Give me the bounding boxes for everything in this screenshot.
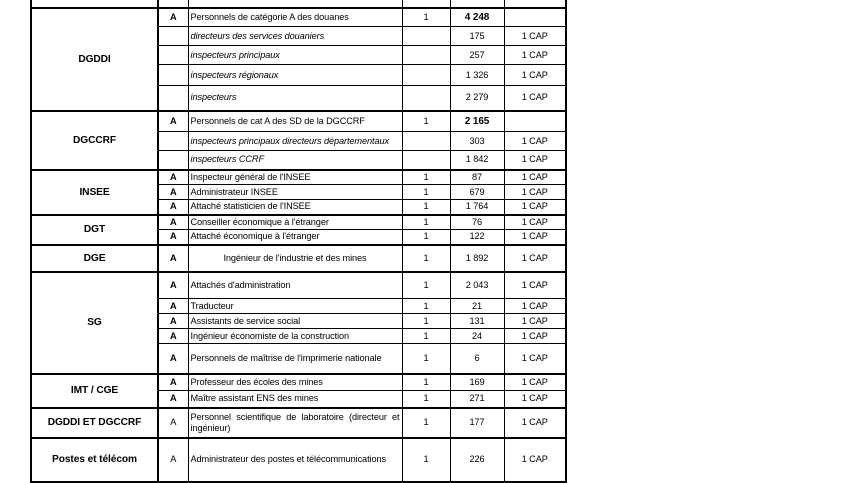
table-row [31,272,566,299]
headcount-cell [450,0,504,8]
headcount-cell: 76 [450,215,504,230]
category-cell: A [158,329,188,344]
cap-cell: 1 CAP [504,200,566,215]
cap-cell: 1 CAP [504,374,566,391]
cap-count-cell: 1 [402,185,450,200]
category-cell: A [158,230,188,245]
category-cell: A [158,438,188,482]
cap-cell: 1 CAP [504,215,566,230]
headcount-cell: 2 043 [450,272,504,299]
table-row [31,170,566,185]
cap-cell: 1 CAP [504,329,566,344]
headcount-cell: 6 [450,344,504,374]
cap-count-cell: 1 [402,200,450,215]
headcount-cell: 257 [450,46,504,65]
category-cell: A [158,344,188,374]
entity-cell: DGDDI [31,8,158,111]
corps-label: Personnels de cat A des SD de la DGCCRF [188,111,402,132]
corps-label: Professeur des écoles des mines [188,374,402,391]
table-row [31,408,566,438]
table-row [31,438,566,482]
cap-count-cell: 1 [402,245,450,272]
headcount-cell: 131 [450,314,504,329]
corps-label: Attaché statisticien de l'INSEE [188,200,402,215]
table-row [31,8,566,27]
table-row [31,111,566,132]
cap-cell [504,0,566,8]
cap-cell: 1 CAP [504,344,566,374]
headcount-cell: 24 [450,329,504,344]
corps-label: Attachés d'administration [188,272,402,299]
corps-label: Personnel scientifique de laboratoire (directeur et ingénieur) [188,408,402,438]
table-row [31,374,566,391]
headcount-cell: 21 [450,299,504,314]
corps-label: Traducteur [188,299,402,314]
cap-count-cell: 1 [402,272,450,299]
category-cell: A [158,272,188,299]
category-cell [158,86,188,111]
cap-count-cell [402,65,450,86]
category-cell: A [158,245,188,272]
entity-cell: SG [31,272,158,374]
cap-count-cell: 1 [402,344,450,374]
cap-cell: 1 CAP [504,65,566,86]
cap-cell: 1 CAP [504,170,566,185]
cap-cell: 1 CAP [504,86,566,111]
cap-cell [504,111,566,132]
cap-count-cell: 1 [402,215,450,230]
entity-cell: DGE [31,245,158,272]
entity-cell: DGT [31,215,158,245]
category-cell: A [158,314,188,329]
category-cell [158,27,188,46]
cap-count-cell: 1 [402,329,450,344]
cap-count-cell: 1 [402,299,450,314]
cap-count-cell: 1 [402,391,450,408]
entity-cell: INSEE [31,170,158,215]
category-cell: A [158,215,188,230]
category-cell: A [158,170,188,185]
corps-label: Maître assistant ENS des mines [188,391,402,408]
table-body [31,0,566,482]
cap-count-cell: 1 [402,230,450,245]
corps-label: inspecteurs CCRF [188,151,402,170]
headcount-cell: 169 [450,374,504,391]
cap-cell: 1 CAP [504,132,566,151]
category-cell: A [158,111,188,132]
headcount-cell: 177 [450,408,504,438]
category-cell: A [158,408,188,438]
headcount-cell: 1 892 [450,245,504,272]
cap-cell: 1 CAP [504,391,566,408]
headcount-cell: 87 [450,170,504,185]
entity-cell [31,0,158,8]
cap-count-cell: 1 [402,314,450,329]
cap-cell: 1 CAP [504,245,566,272]
cap-count-cell: 1 [402,374,450,391]
cap-count-cell [402,132,450,151]
corps-label: inspecteurs principaux [188,46,402,65]
cap-count-cell [402,86,450,111]
headcount-cell: 1 842 [450,151,504,170]
category-cell: A [158,185,188,200]
category-cell [158,132,188,151]
headcount-cell: 4 248 [450,8,504,27]
headcount-cell: 679 [450,185,504,200]
corps-label: directeurs des services douaniers [188,27,402,46]
cap-cell: 1 CAP [504,185,566,200]
entity-cell: DGCCRF [31,111,158,170]
category-cell: A [158,299,188,314]
cap-count-cell: 1 [402,408,450,438]
cap-count-cell: 1 [402,170,450,185]
corps-label: Inspecteur général de l'INSEE [188,170,402,185]
category-cell [158,65,188,86]
cap-cell: 1 CAP [504,151,566,170]
category-cell: A [158,8,188,27]
entity-cell: DGDDI ET DGCCRF [31,408,158,438]
cap-cell: 1 CAP [504,314,566,329]
headcount-cell: 271 [450,391,504,408]
cap-cell: 1 CAP [504,438,566,482]
headcount-cell: 2 165 [450,111,504,132]
cap-count-cell [402,46,450,65]
headcount-cell: 1 326 [450,65,504,86]
corps-label: Assistants de service social [188,314,402,329]
corps-label [188,0,402,8]
cap-cell: 1 CAP [504,27,566,46]
cap-cell: 1 CAP [504,299,566,314]
corps-label: Administrateur des postes et télécommunications [188,438,402,482]
headcount-cell: 1 764 [450,200,504,215]
cap-count-cell: 1 [402,438,450,482]
table-row [31,245,566,272]
category-cell: A [158,200,188,215]
cap-cell [504,8,566,27]
cap-count-cell [402,0,450,8]
headcount-cell: 2 279 [450,86,504,111]
cap-count-cell: 1 [402,8,450,27]
table-row [31,215,566,230]
category-cell [158,0,188,8]
entity-cell: Postes et télécom [31,438,158,482]
cap-count-cell: 1 [402,111,450,132]
corps-label: Conseiller économique à l'étranger [188,215,402,230]
headcount-cell: 175 [450,27,504,46]
corps-label: Attaché économique à l'étranger [188,230,402,245]
category-cell [158,151,188,170]
corps-label: inspecteurs [188,86,402,111]
cap-cell: 1 CAP [504,46,566,65]
category-cell: A [158,391,188,408]
headcount-cell: 303 [450,132,504,151]
entity-cell: IMT / CGE [31,374,158,408]
corps-table [30,0,567,483]
corps-label: Personnels de maîtrise de l'imprimerie nationale [188,344,402,374]
table-row-partial-top [31,0,566,8]
corps-label: Ingénieur économiste de la construction [188,329,402,344]
corps-label: Administrateur INSEE [188,185,402,200]
corps-label: inspecteurs principaux directeurs départementaux [188,132,402,151]
cap-cell: 1 CAP [504,230,566,245]
cap-count-cell [402,151,450,170]
cap-cell: 1 CAP [504,408,566,438]
headcount-cell: 122 [450,230,504,245]
cap-cell: 1 CAP [504,272,566,299]
headcount-cell: 226 [450,438,504,482]
category-cell [158,46,188,65]
corps-label: Ingénieur de l'industrie et des mines [188,245,402,272]
category-cell: A [158,374,188,391]
corps-label: inspecteurs régionaux [188,65,402,86]
corps-label: Personnels de catégorie A des douanes [188,8,402,27]
cap-count-cell [402,27,450,46]
